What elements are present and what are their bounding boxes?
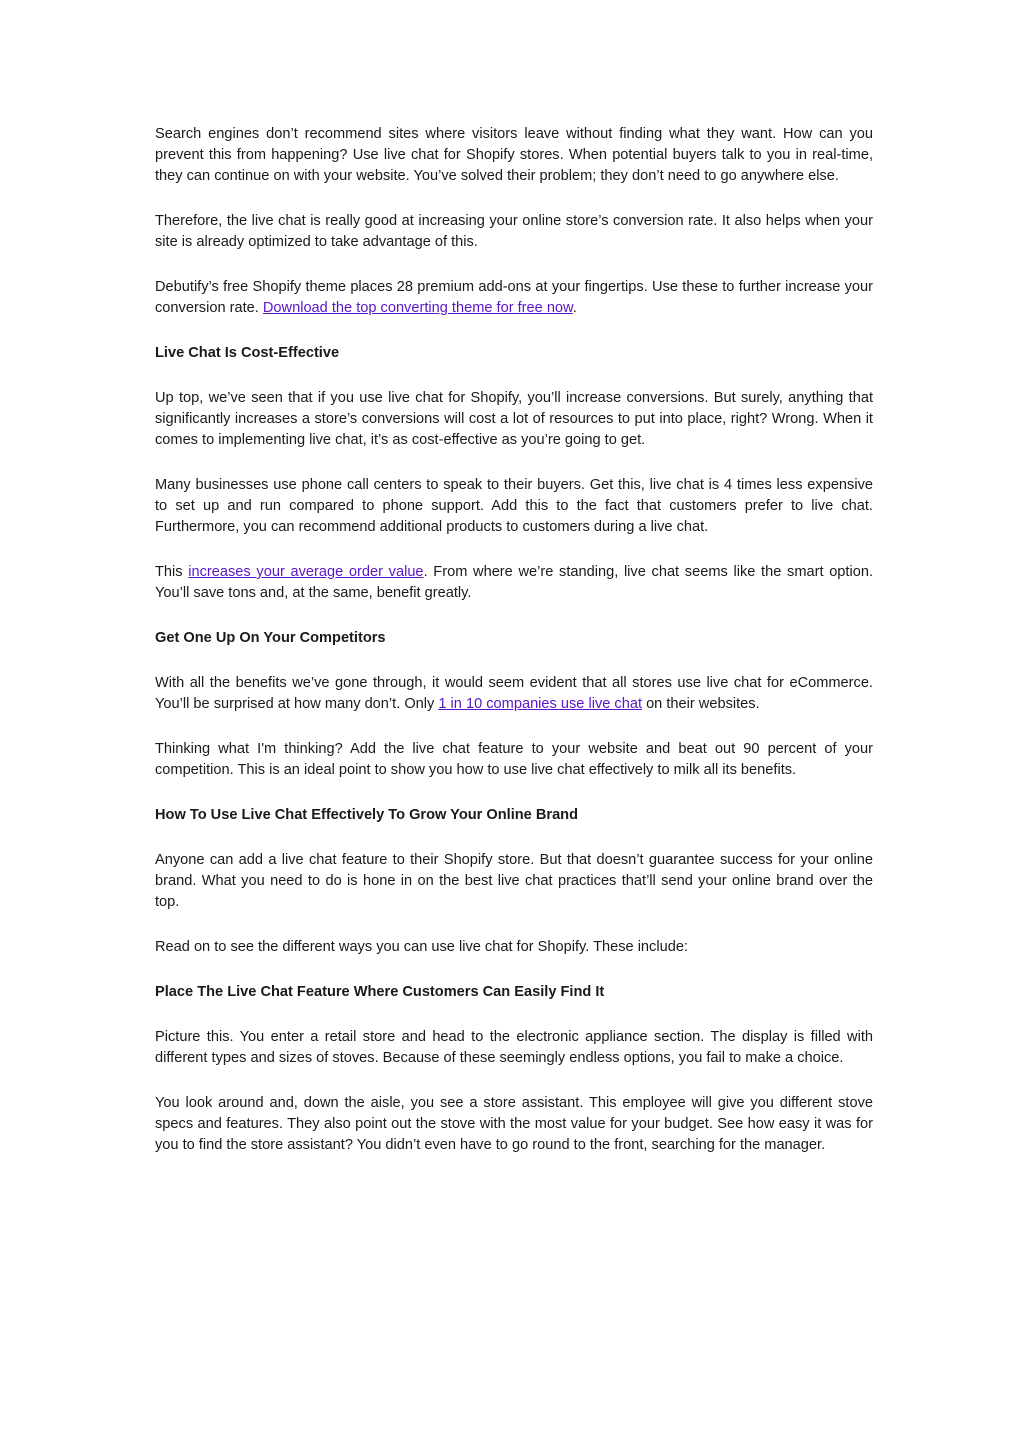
heading-place-live-chat: Place The Live Chat Feature Where Customers Can Easily Find It [155,984,605,1000]
heading-competitors: Get One Up On Your Competitors [155,630,386,646]
paragraph-search-engines: Search engines don’t recommend sites where visitors leave without finding what they want. How can you prevent this from happening? Use live chat for Shopify stores. When potential buyers talk to you in real-time, they can continue on with your website. You’ve solved their problem; they don’t need to go anywhere else. [155,126,873,184]
paragraph-text: With all the benefits we’ve gone through, it would seem evident that all stores use live chat for eCommerce. You’ll be surprised at how many don’t. Only [155,675,873,712]
paragraph-store-assistant: You look around and, down the aisle, you see a store assistant. This employee will give you different stove specs and features. They also point out the stove with the most value for your budget. See how easy it was for you to find the store assistant? You didn’t even have to go round to the front, searching for the manager. [155,1095,873,1153]
paragraph-average-order-value [155,562,873,604]
paragraph-text: Debutify’s free Shopify theme places 28 premium add-ons at your fingertips. Use these to further increase your conversion rate. [155,279,873,316]
paragraph-conversion-rate: Therefore, the live chat is really good at increasing your online store’s conversion rate. It also helps when your site is already optimized to take advantage of this. [155,213,873,250]
paragraph-text: . From where we’re standing, live chat seems like the smart option. You’ll save tons and, at the same, benefit greatly. [155,564,874,601]
paragraph-text: on their websites. [642,696,760,712]
paragraph-read-on: Read on to see the different ways you can use live chat for Shopify. These include: [155,939,688,955]
companies-use-live-chat-link[interactable]: 1 in 10 companies use live chat [438,696,643,712]
paragraph-phone-call-centers: Many businesses use phone call centers to speak to their buyers. Get this, live chat is 4 times less expensive to set up and run compared to phone support. Add this to the fact that customers prefer to live chat. Furthermore, you can recommend additional products to customers during a live chat. [155,477,873,535]
paragraph-debutify-theme [155,277,873,319]
paragraph-picture-this: Picture this. You enter a retail store and head to the electronic appliance section. The display is filled with different types and sizes of stoves. Because of these seemingly endless options, you fail to make a choice. [155,1029,873,1066]
download-theme-link[interactable]: Download the top converting theme for free now [262,300,573,316]
paragraph-text: . [572,300,577,316]
heading-use-live-chat-effectively: How To Use Live Chat Effectively To Grow Your Online Brand [155,807,579,823]
paragraph-anyone-can-add: Anyone can add a live chat feature to their Shopify store. But that doesn’t guarantee success for your online brand. What you need to do is hone in on the best live chat practices that’ll send your online brand over the top. [155,852,873,910]
paragraph-increase-conversions: Up top, we’ve seen that if you use live chat for Shopify, you’ll increase conversions. But surely, anything that significantly increases a store’s conversions will cost a lot of resources to put into place, right? Wrong. When it comes to implementing live chat, it’s as cost-effective as you’re going to get. [155,390,873,448]
heading-cost-effective: Live Chat Is Cost-Effective [155,345,340,361]
paragraph-text: This [155,564,189,580]
average-order-value-link[interactable]: increases your average order value [188,564,424,580]
paragraph-thinking: Thinking what I'm thinking? Add the live chat feature to your website and beat out 90 percent of your competition. This is an ideal point to show you how to use live chat effectively to milk all its benefits. [155,741,873,778]
document-page [155,124,873,1180]
paragraph-benefits [155,673,873,715]
